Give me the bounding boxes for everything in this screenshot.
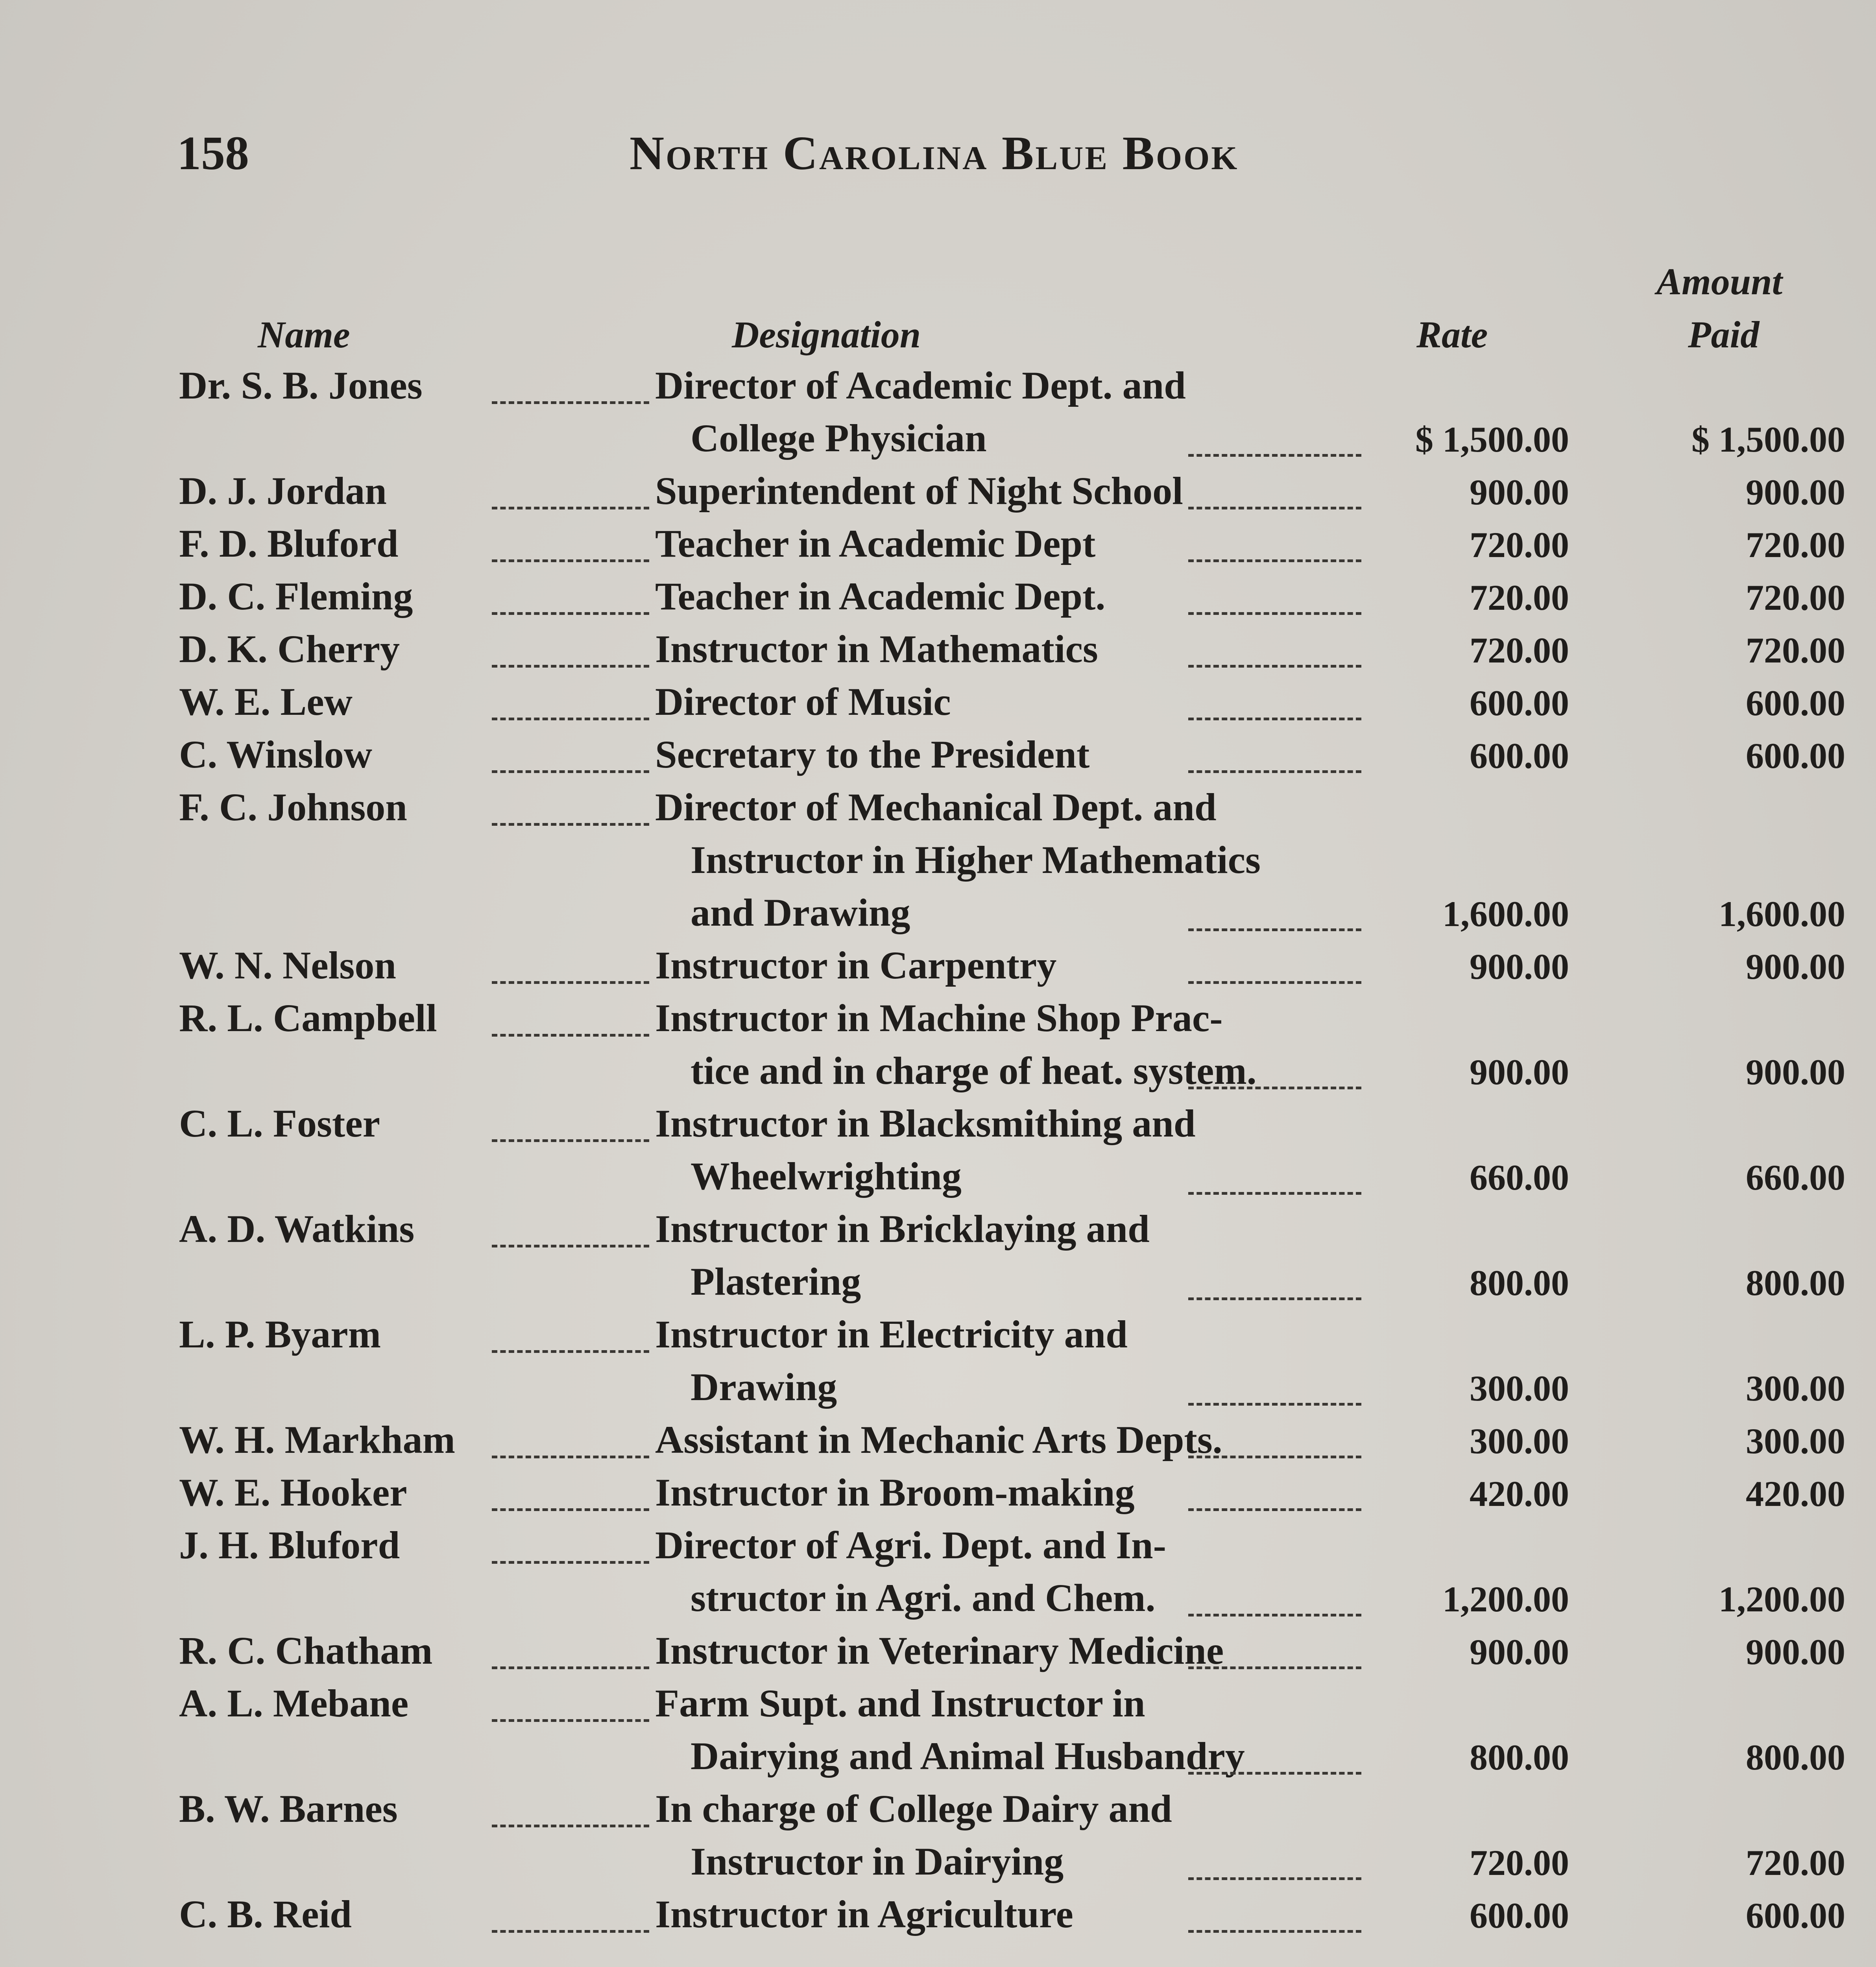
staff-designation: structor in Agri. and Chem. [691, 1576, 1156, 1620]
amount-paid-value: 900.00 [1746, 947, 1845, 987]
name-leader [492, 507, 649, 509]
rate-value: 900.00 [1470, 1632, 1569, 1672]
staff-name: F. D. Bluford [179, 522, 399, 565]
name-leader [492, 981, 649, 984]
name-leader [492, 1034, 649, 1037]
staff-designation: Instructor in Dairying [691, 1840, 1064, 1883]
amount-paid-value: 900.00 [1746, 1052, 1845, 1092]
designation-leader [1188, 718, 1361, 720]
staff-designation: Director of Academic Dept. and [655, 364, 1186, 407]
designation-leader [1188, 1087, 1361, 1089]
rate-value: 600.00 [1470, 1895, 1569, 1936]
staff-name: W. H. Markham [179, 1418, 455, 1461]
name-leader [492, 1930, 649, 1933]
rate-value: 720.00 [1470, 630, 1569, 670]
name-leader [492, 1350, 649, 1353]
staff-name: C. L. Foster [179, 1102, 380, 1145]
designation-leader [1188, 665, 1361, 668]
staff-designation: Teacher in Academic Dept. [655, 574, 1106, 618]
rate-value: 660.00 [1470, 1157, 1569, 1198]
rate-value: 300.00 [1470, 1421, 1569, 1461]
amount-paid-value: 720.00 [1746, 1843, 1845, 1883]
staff-name: F. C. Johnson [179, 785, 407, 829]
rate-value: 420.00 [1470, 1474, 1569, 1514]
name-leader [492, 1456, 649, 1458]
staff-designation: Instructor in Carpentry [655, 943, 1057, 987]
name-leader [492, 1561, 649, 1564]
designation-leader [1188, 1192, 1361, 1195]
rate-value: 720.00 [1470, 525, 1569, 565]
staff-designation: Instructor in Veterinary Medicine [655, 1629, 1224, 1672]
column-header-designation: Designation [732, 314, 921, 356]
rate-value: 720.00 [1470, 1843, 1569, 1883]
staff-designation: Drawing [691, 1365, 837, 1409]
staff-designation: Teacher in Academic Dept [655, 522, 1096, 565]
amount-paid-value: 800.00 [1746, 1263, 1845, 1303]
staff-name: J. H. Bluford [179, 1523, 400, 1567]
designation-leader [1188, 454, 1361, 457]
staff-designation: Instructor in Machine Shop Prac- [655, 996, 1223, 1040]
amount-paid-value: 600.00 [1746, 1895, 1845, 1936]
staff-name: D. J. Jordan [179, 469, 387, 513]
designation-leader [1188, 507, 1361, 509]
name-leader [492, 718, 649, 720]
amount-paid-value: 720.00 [1746, 578, 1845, 618]
staff-name: W. E. Hooker [179, 1471, 407, 1514]
column-header-rate: Rate [1416, 314, 1488, 356]
name-leader [492, 559, 649, 562]
staff-designation: Farm Supt. and Instructor in [655, 1681, 1145, 1725]
page-number: 158 [177, 127, 249, 180]
amount-paid-value: 1,200.00 [1719, 1579, 1845, 1619]
amount-paid-value: 720.00 [1746, 630, 1845, 670]
rate-value: 900.00 [1470, 1052, 1569, 1092]
designation-leader [1188, 612, 1361, 615]
designation-leader [1188, 928, 1361, 931]
column-header-name: Name [258, 314, 350, 356]
name-leader [492, 612, 649, 615]
designation-leader [1188, 1508, 1361, 1511]
running-title: North Carolina Blue Book [630, 127, 1239, 180]
staff-designation: Instructor in Agriculture [655, 1892, 1073, 1936]
staff-name: W. N. Nelson [179, 943, 396, 987]
staff-designation: Director of Agri. Dept. and In- [655, 1523, 1166, 1567]
staff-designation: College Physician [691, 416, 987, 460]
staff-designation: Instructor in Higher Mathematics [691, 838, 1261, 882]
name-leader [492, 401, 649, 404]
designation-leader [1188, 1614, 1361, 1616]
staff-designation: Dairying and Animal Husbandry [691, 1734, 1245, 1778]
amount-paid-value: 600.00 [1746, 683, 1845, 723]
staff-designation: In charge of College Dairy and [655, 1787, 1172, 1830]
rate-value: 600.00 [1470, 683, 1569, 723]
amount-paid-value: $ 1,500.00 [1691, 419, 1845, 459]
staff-designation: Secretary to the President [655, 733, 1090, 776]
name-leader [492, 1666, 649, 1669]
rate-value: 800.00 [1470, 1263, 1569, 1303]
name-leader [492, 823, 649, 826]
designation-leader [1188, 1930, 1361, 1933]
staff-name: R. L. Campbell [179, 996, 437, 1040]
designation-leader [1188, 1877, 1361, 1880]
staff-designation: and Drawing [691, 891, 910, 934]
designation-leader [1188, 1772, 1361, 1775]
staff-name: B. W. Barnes [179, 1787, 398, 1830]
designation-leader [1188, 1666, 1361, 1669]
staff-name: W. E. Lew [179, 680, 353, 723]
staff-designation: Instructor in Blacksmithing and [655, 1102, 1196, 1145]
rate-value: 900.00 [1470, 947, 1569, 987]
name-leader [492, 1508, 649, 1511]
staff-name: Dr. S. B. Jones [179, 364, 423, 407]
rate-value: 600.00 [1470, 736, 1569, 776]
amount-paid-value: 900.00 [1746, 472, 1845, 512]
amount-paid-value: 420.00 [1746, 1474, 1845, 1514]
rate-value: $ 1,500.00 [1415, 419, 1569, 459]
designation-leader [1188, 1297, 1361, 1300]
designation-leader [1188, 1403, 1361, 1406]
staff-name: D. C. Fleming [179, 574, 413, 618]
staff-name: C. B. Reid [179, 1892, 352, 1936]
amount-paid-value: 800.00 [1746, 1737, 1845, 1777]
staff-designation: Wheelwrighting [691, 1154, 962, 1198]
staff-name: R. C. Chatham [179, 1629, 433, 1672]
name-leader [492, 665, 649, 668]
name-leader [492, 1719, 649, 1722]
amount-paid-value: 300.00 [1746, 1368, 1845, 1408]
staff-designation: Director of Music [655, 680, 951, 723]
staff-name: A. D. Watkins [179, 1207, 415, 1251]
designation-leader [1188, 770, 1361, 773]
amount-paid-value: 300.00 [1746, 1421, 1845, 1461]
staff-designation: Director of Mechanical Dept. and [655, 785, 1217, 829]
rate-value: 1,600.00 [1442, 894, 1569, 934]
rate-value: 1,200.00 [1442, 1579, 1569, 1619]
staff-designation: Instructor in Electricity and [655, 1312, 1128, 1356]
staff-designation: Instructor in Mathematics [655, 627, 1098, 671]
staff-designation: Superintendent of Night School [655, 469, 1183, 513]
rate-value: 300.00 [1470, 1368, 1569, 1408]
staff-name: C. Winslow [179, 733, 372, 776]
amount-paid-value: 600.00 [1746, 736, 1845, 776]
staff-name: A. L. Mebane [179, 1681, 409, 1725]
amount-paid-value: 660.00 [1746, 1157, 1845, 1198]
designation-leader [1188, 981, 1361, 984]
staff-name: L. P. Byarm [179, 1312, 381, 1356]
staff-designation: tice and in charge of heat. system. [691, 1049, 1257, 1092]
rate-value: 900.00 [1470, 472, 1569, 512]
amount-paid-value: 900.00 [1746, 1632, 1845, 1672]
staff-name: D. K. Cherry [179, 627, 400, 671]
staff-designation: Assistant in Mechanic Arts Depts. [655, 1418, 1222, 1461]
rate-value: 800.00 [1470, 1737, 1569, 1777]
staff-designation: Instructor in Bricklaying and [655, 1207, 1150, 1251]
name-leader [492, 1139, 649, 1142]
column-header-amount: Amount [1656, 260, 1783, 303]
staff-designation: Plastering [691, 1260, 861, 1303]
designation-leader [1188, 1456, 1361, 1458]
staff-designation: Instructor in Broom-making [655, 1471, 1135, 1514]
name-leader [492, 1825, 649, 1827]
amount-paid-value: 1,600.00 [1719, 894, 1845, 934]
column-header-paid: Paid [1688, 314, 1760, 356]
designation-leader [1188, 559, 1361, 562]
name-leader [492, 1245, 649, 1247]
amount-paid-value: 720.00 [1746, 525, 1845, 565]
name-leader [492, 770, 649, 773]
rate-value: 720.00 [1470, 578, 1569, 618]
